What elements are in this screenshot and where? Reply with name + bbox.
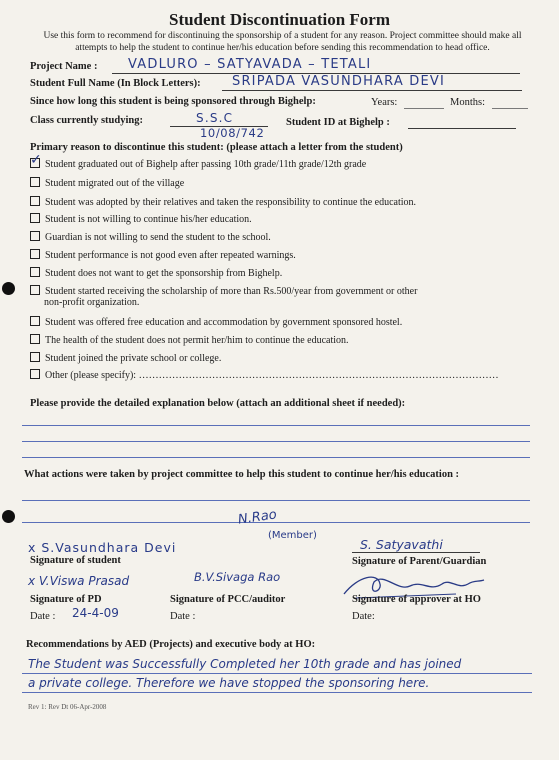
punch-hole bbox=[2, 510, 15, 523]
form-intro: Use this form to recommend for discontinuing the sponsorship of a student for any reason. Project committee should make all attempts to help the student to continue her/his education before sending this recommendation to head office. bbox=[43, 31, 522, 53]
student-id-value: 10/08/742 bbox=[200, 126, 265, 140]
ho-date-label: Date: bbox=[352, 611, 375, 622]
form-footer: Rev 1: Rev Dt 06-Apr-2008 bbox=[28, 703, 107, 711]
explanation-line[interactable] bbox=[22, 441, 530, 442]
pd-signature: x V.Viswa Prasad bbox=[28, 574, 130, 588]
class-value[interactable]: S.S.C bbox=[196, 111, 234, 125]
reason-scholarship-cont: non-profit organization. bbox=[44, 297, 140, 308]
checkbox-icon[interactable] bbox=[30, 334, 40, 344]
recommendation-rule bbox=[22, 673, 532, 674]
reason-scholarship[interactable]: Student started receiving the scholarship of more than Rs.500/year from government or other bbox=[30, 285, 417, 297]
reasons-heading: Primary reason to discontinue this student: (please attach a letter from the student) bbox=[30, 142, 403, 153]
project-name-value[interactable]: VADLURO – SATYAVADA – TETALI bbox=[128, 57, 372, 72]
reason-adopted[interactable]: Student was adopted by their relatives and taken the responsibility to continue the education. bbox=[30, 196, 416, 208]
explanation-line[interactable] bbox=[22, 457, 530, 458]
pcc-signature-label: Signature of PCC/auditor bbox=[170, 594, 286, 605]
parent-signature: S. Satyavathi bbox=[360, 537, 443, 552]
actions-heading: What actions were taken by project committee to help this student to continue her/his education : bbox=[24, 469, 460, 480]
student-id-line[interactable] bbox=[408, 128, 516, 129]
class-label: Class currently studying: bbox=[30, 115, 143, 126]
since-label: Since how long this student is being sponsored through Bighelp: bbox=[30, 96, 316, 107]
ho-signature-label: Signature of approver at HO bbox=[352, 594, 481, 605]
parent-signature-line bbox=[352, 552, 480, 553]
months-line[interactable] bbox=[492, 108, 528, 109]
student-id-label: Student ID at Bighelp : bbox=[286, 117, 390, 128]
parent-signature-label: Signature of Parent/Guardian bbox=[352, 556, 487, 567]
years-label: Years: bbox=[371, 97, 398, 108]
reason-other[interactable]: Other (please specify): ……………………………………………………………………………………………… bbox=[30, 369, 530, 381]
checkbox-icon[interactable] bbox=[30, 196, 40, 206]
checkbox-icon[interactable] bbox=[30, 249, 40, 259]
recommendation-line-2: a private college. Therefore we have stopped the sponsoring here. bbox=[28, 676, 430, 690]
reason-performance[interactable]: Student performance is not good even after repeated warnings. bbox=[30, 249, 296, 261]
checkbox-icon[interactable] bbox=[30, 177, 40, 187]
member-note: (Member) bbox=[268, 530, 317, 541]
recommendation-rule bbox=[22, 692, 532, 693]
student-name-label: Student Full Name (In Block Letters): bbox=[30, 78, 201, 89]
checkmark-icon: ✓ bbox=[30, 152, 43, 168]
checkbox-icon[interactable] bbox=[30, 369, 40, 379]
reason-not-willing[interactable]: Student is not willing to continue his/her education. bbox=[30, 213, 252, 225]
checkbox-icon[interactable] bbox=[30, 285, 40, 295]
recommendations-heading: Recommendations by AED (Projects) and executive body at HO: bbox=[26, 639, 316, 650]
checkbox-icon[interactable] bbox=[30, 231, 40, 241]
years-line[interactable] bbox=[404, 108, 444, 109]
pcc-signature: B.V.Sivaga Rao bbox=[194, 570, 281, 584]
form-title: Student Discontinuation Form bbox=[168, 10, 391, 29]
reason-private-school[interactable]: Student joined the private school or college. bbox=[30, 352, 221, 364]
reason-no-sponsorship[interactable]: Student does not want to get the sponsorship from Bighelp. bbox=[30, 267, 282, 279]
student-signature-label: Signature of student bbox=[30, 555, 121, 566]
pd-date-label: Date : bbox=[30, 611, 56, 622]
reason-health[interactable]: The health of the student does not permit her/him to continue the education. bbox=[30, 334, 349, 346]
student-name-line bbox=[222, 90, 522, 91]
checkbox-icon[interactable] bbox=[30, 213, 40, 223]
checkbox-icon[interactable] bbox=[30, 267, 40, 277]
reason-migrated[interactable]: Student migrated out of the village bbox=[30, 177, 184, 189]
recommendation-line-1: The Student was Successfully Completed her 10th grade and has joined bbox=[28, 657, 462, 671]
explanation-line[interactable] bbox=[22, 425, 530, 426]
months-label: Months: bbox=[450, 97, 486, 108]
pcc-date-label: Date : bbox=[170, 611, 196, 622]
punch-hole bbox=[2, 282, 15, 295]
reason-guardian[interactable]: Guardian is not willing to send the student to the school. bbox=[30, 231, 271, 243]
reason-graduated[interactable]: Student graduated out of Bighelp after passing 10th grade/11th grade/12th grade bbox=[30, 158, 366, 170]
checkbox-icon[interactable] bbox=[30, 316, 40, 326]
pd-date-value: 24-4-09 bbox=[72, 606, 119, 620]
reason-hostel[interactable]: Student was offered free education and accommodation by government sponsored hostel. bbox=[30, 316, 402, 328]
checkbox-icon[interactable] bbox=[30, 352, 40, 362]
project-name-label: Project Name : bbox=[30, 61, 98, 72]
student-signature: x S.Vasundhara Devi bbox=[28, 540, 177, 555]
pd-signature-label: Signature of PD bbox=[30, 594, 102, 605]
committee-signature: N.Rao bbox=[237, 507, 278, 528]
actions-line[interactable] bbox=[22, 500, 530, 501]
student-name-value[interactable]: SRIPADA VASUNDHARA DEVI bbox=[232, 74, 446, 89]
explanation-heading: Please provide the detailed explanation below (attach an additional sheet if needed): bbox=[30, 398, 406, 409]
